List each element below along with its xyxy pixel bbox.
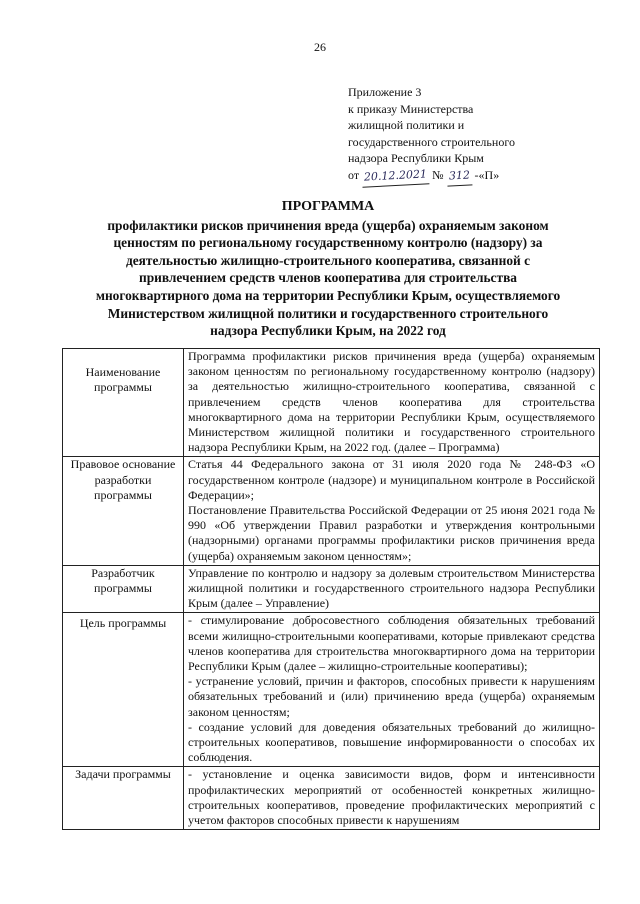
table-row	[63, 565, 600, 613]
date-prefix: от	[348, 167, 360, 182]
row-content	[184, 767, 600, 830]
row-paragraph: - стимулирование добросовестного соблюдения обязательных требований всеми жилищно-строительными кооперативами, которые привлекают средства членов кооператива для строительства многоквартирного дома на территории Республики Крым (далее – жилищно-строительные кооперативы);	[188, 613, 595, 674]
number-prefix: №	[432, 167, 444, 182]
handwritten-number: 312	[446, 167, 472, 186]
row-label: Разработчик программы	[63, 565, 184, 613]
appendix-line: надзора Республики Крым	[348, 151, 484, 166]
appendix-line: Приложение 3	[348, 85, 422, 99]
row-paragraph: Статья 44 Федерального закона от 31 июля 2020 года № 248-ФЗ «О государственном контроле (надзоре) и муниципальном контроле в Российской Федерации»;	[188, 457, 595, 502]
row-paragraph: - создание условий для доведения обязательных требований до жилищно-строительных кооперативов, повышение информированности о способах их соблюдения.	[188, 719, 595, 765]
row-content	[184, 457, 600, 565]
row-paragraph: - установление и оценка зависимости видов, форм и интенсивности профилактических мероприятий от особенностей конкретных жилищно-строительных кооперативов, проведение профилактических мероприятий с учетом факторов способных привести к нарушениям	[188, 767, 595, 828]
title-line: многоквартирного дома на территории Республики Крым, осуществляемого	[95, 287, 561, 303]
table-row	[63, 613, 600, 767]
appendix-date-line	[348, 167, 515, 186]
row-content	[184, 565, 600, 613]
title-line: Министерством жилищной политики и государственного строительного	[107, 305, 549, 321]
row-content	[184, 349, 600, 457]
row-label: Цель программы	[63, 613, 184, 767]
appendix-line: жилищной политики и	[348, 118, 465, 133]
table-row	[63, 767, 600, 830]
title-heading: ПРОГРАММА	[281, 199, 375, 214]
title-line: привлечением средств членов кооператива для строительства	[138, 270, 518, 286]
row-paragraph: - устранение условий, причин и факторов, способных привести к нарушениям обязательных требований и (или) причинению вреда (ущерба) охраняемым законом ценностям;	[188, 674, 595, 719]
appendix-block	[348, 84, 515, 186]
row-label: Задачи программы	[63, 767, 184, 830]
title-line: деятельностью жилищно-строительного кооператива, связанной с	[125, 252, 531, 268]
row-paragraph: Программа профилактики рисков причинения вреда (ущерба) охраняемым законом ценностям по региональному государственному контролю (надзору) за деятельностью жилищно-строительного кооператива, связанной с привлечением средств членов кооператива для строительства многоквартирного дома на территории Республики Крым, осуществляемого Министерством жилищной политики и государственного строительного надзора Республики Крым, на 2022 год. (далее – Программа)	[188, 349, 595, 455]
appendix-line: к приказу Министерства	[348, 101, 474, 116]
document-title	[58, 198, 598, 340]
handwritten-date: 20.12.2021	[362, 166, 430, 187]
program-table	[62, 348, 600, 830]
table-row	[63, 349, 600, 457]
row-label: Правовое основание разработки программы	[63, 457, 184, 565]
page-number: 26	[314, 40, 326, 54]
row-paragraph: Управление по контролю и надзору за долевым строительством Министерства жилищной политики и государственного строительного надзора Республики Крым (далее – Управление)	[188, 565, 595, 611]
title-line: ценностям по региональному государственному контролю (надзору) за	[113, 235, 543, 251]
title-line: надзора Республики Крым, на 2022 год	[210, 323, 446, 339]
number-suffix: -«П»	[474, 167, 500, 182]
row-paragraph: Постановление Правительства Российской Федерации от 25 июня 2021 года № 990 «Об утверждении Правил разработки и утверждения контрольными (надзорными) органами программы профилактики рисков причинения вреда (ущерба) охраняемым законом ценностям»;	[188, 503, 595, 563]
table-row	[63, 457, 600, 565]
row-label: Наименование программы	[63, 349, 184, 457]
title-line: профилактики рисков причинения вреда (ущерба) охраняемым законом	[107, 217, 549, 233]
row-content	[184, 613, 600, 767]
appendix-line: государственного строительного	[348, 134, 515, 149]
